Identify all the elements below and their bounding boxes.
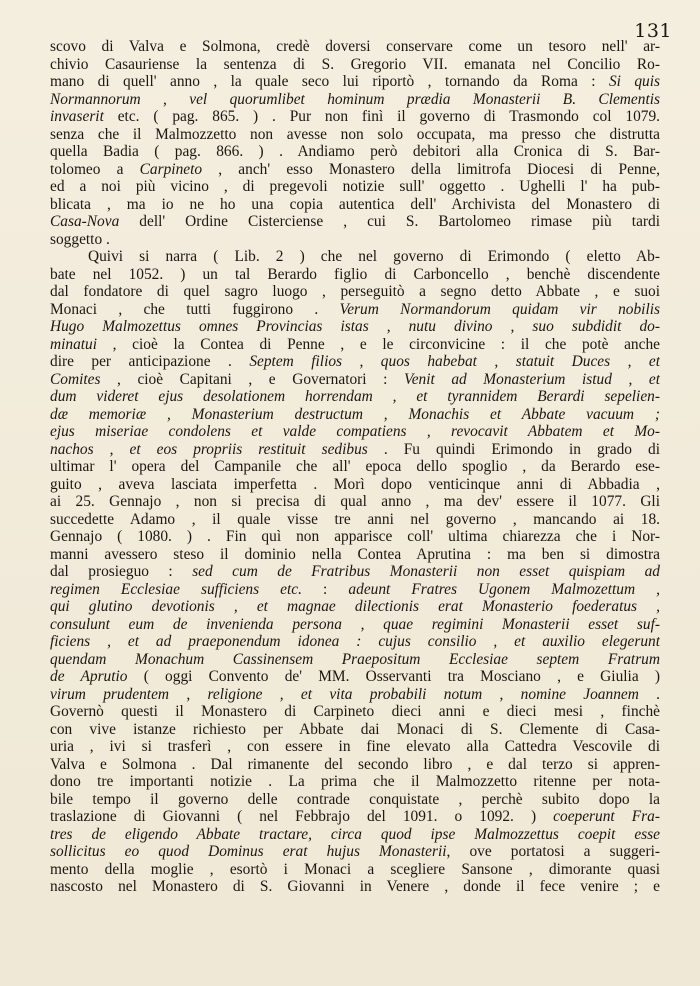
text-segment: dono tre importanti notizie . La prima che il Malmozzetto ritenne per nota-: [50, 773, 660, 790]
latin-quote-segment: sed cum de Fratribus Monasterii non esset quispiam ad: [192, 563, 660, 580]
text-segment: nascosto nel Monastero di S. Giovanni in Venere , donde il fece venire ; e: [50, 878, 660, 895]
latin-quote-segment: minatui: [50, 335, 98, 353]
text-line: [50, 598, 660, 616]
latin-quote-segment: dum videret ejus desolationem horrendam , et tyrannidem Berardi sepelien-: [50, 388, 660, 405]
text-line: [50, 196, 660, 214]
latin-quote-segment: ejus miseriae condolens et valde compatiens , revocavit Abbatem et Mo-: [50, 423, 660, 440]
text-line: [50, 616, 660, 634]
latin-quote-segment: invaserit: [50, 108, 104, 125]
text-line: [50, 738, 660, 756]
text-segment: . Fu quindi Erimondo in grado di: [367, 440, 660, 458]
text-line: [50, 318, 660, 336]
text-segment: soggetto .: [50, 230, 110, 248]
text-segment: , anch' esso Monastero della limitrofa Diocesi di Penne,: [202, 160, 660, 178]
text-line: [50, 56, 660, 74]
text-segment: guito , aveva lasciata imperfetta . Morì dopo venticinque anni di Abbadia ,: [50, 475, 660, 493]
text-line: [50, 668, 660, 686]
text-segment: ed a noi più vicino , di pregevoli notizie sull' oggetto . Ughelli l' ha pub-: [50, 178, 660, 195]
text-segment: Governò questi il Monastero di Carpineto dieci anni e dieci mesi , finchè: [50, 703, 660, 720]
text-segment: blicata , ma io ne ho una copia autentica dell' Archivista del Monastero di: [50, 195, 660, 213]
text-line: [50, 843, 660, 861]
text-line: [50, 756, 660, 774]
latin-quote-segment: Venit ad Monasterium istud , et: [404, 370, 660, 388]
latin-quote-segment: dæ memoriæ , Monasterium destructum , Monachis et Abbate vacuum ;: [50, 405, 660, 423]
text-line: [50, 178, 660, 196]
latin-quote-segment: Carpineto: [139, 160, 203, 178]
text-segment: :: [301, 580, 349, 598]
text-line: [50, 528, 660, 546]
text-segment: con vive istanze richiesto per Abbate dai Monaci di S. Clemente di Casa-: [50, 720, 660, 738]
text-line: [50, 721, 660, 739]
text-segment: Monaci , che tutti fuggirono .: [50, 300, 340, 318]
text-segment: ( oggi Convento de' MM. Osservanti tra Mosciano , e Giulia ): [127, 668, 660, 685]
latin-quote-segment: consulunt eum de invenienda persona , quae regimini Monasterii esset suf-: [50, 615, 660, 633]
latin-quote-segment: tres de eligendo Abbate tractare, circa quod ipse Malmozzettus coepit esse: [50, 825, 660, 843]
text-line: [50, 581, 660, 599]
text-line: [50, 878, 660, 896]
text-segment: Valva e Solmona . Dal rimanente del secondo libro , e dal terzo si appren-: [50, 755, 660, 773]
text-line: [50, 861, 660, 879]
text-line: [50, 791, 660, 809]
text-segment: succedette Adamo , il quale visse tre anni nel governo , mancando ai 18.: [50, 510, 660, 528]
text-segment: , ove portatosi a suggeri-: [446, 843, 660, 860]
latin-quote-segment: Normannorum , vel quorumlibet hominum prædia Monasterii B. Clementis: [50, 90, 660, 108]
text-line: [50, 91, 660, 109]
text-segment: traslazione di Giovanni ( nel Febbrajo del 1091. o 1092. ): [50, 808, 554, 825]
text-segment: dal prosieguo :: [50, 563, 193, 580]
text-line: [50, 633, 660, 651]
latin-quote-segment: de Aprutio: [50, 668, 128, 685]
latin-quote-segment: sollicitus eo quod Dominus erat hujus Monasterii: [50, 843, 447, 860]
text-line: [50, 511, 660, 529]
text-line: [50, 686, 660, 704]
text-line: [50, 546, 660, 564]
text-line: [50, 213, 660, 231]
latin-quote-segment: Comites: [50, 370, 101, 388]
text-line: [50, 388, 660, 406]
text-segment: dal fondatore di quel sagro luogo , perseguitò a segno detto Abbate , e suoi: [50, 283, 660, 300]
text-segment: manni avessero steso il dominio nella Contea Aprutina : ma ben si dimostra: [50, 545, 660, 563]
text-segment: ultimar l' opera del Campanile che all' epoca dello spoglio , da Berardo ese-: [50, 458, 660, 475]
text-segment: bate nel 1052. ) un tal Berardo figlio di Carboncello , benchè discendente: [50, 265, 660, 283]
text-line: [50, 826, 660, 844]
text-segment: tolomeo a: [50, 160, 140, 178]
latin-quote-segment: Verum Normandorum quidam vir nobilis: [339, 300, 660, 318]
text-line: [50, 371, 660, 389]
text-segment: mento della moglie , esortò i Monaci a scegliere Sansone , dimorante quasi: [50, 860, 660, 878]
text-segment: Quivi si narra ( Lib. 2 ) che nel governo di Erimondo ( eletto Ab-: [88, 248, 660, 265]
latin-quote-segment: Casa-Nova: [50, 213, 120, 230]
text-line: [50, 703, 660, 721]
page-number: 131: [634, 20, 672, 42]
text-segment: senza che il Malmozzetto non avesse non solo occupata, ma presso che distrutta: [50, 125, 660, 143]
latin-quote-segment: nachos , et eos propriis restituit sedibus: [50, 440, 368, 458]
text-line: [50, 231, 660, 249]
text-segment: etc. ( pag. 865. ) . Pur non finì il governo di Trasmondo col 1079.: [103, 108, 660, 125]
text-line: [50, 651, 660, 669]
text-line: [50, 266, 660, 284]
latin-quote-segment: ficiens , et ad praeponendum idonea : cujus consilio , et auxilio elegerunt: [50, 633, 660, 650]
text-line: [50, 336, 660, 354]
text-line: [50, 423, 660, 441]
text-segment: Gennajo ( 1080. ) . Fin quì non apparisce coll' ultima chiarezza che i Nor-: [50, 528, 660, 545]
latin-quote-segment: qui glutino devotionis , et magnae dilectionis erat Monasterio foederatus ,: [50, 598, 660, 615]
text-segment: ai 25. Gennajo , non si precisa di qual anno , ma dev' essere il 1077. Gli: [50, 493, 660, 510]
latin-quote-segment: coeperunt Fra-: [553, 808, 660, 825]
text-segment: scovo di Valva e Solmona, credè doversi conservare come un tesoro nell' ar-: [50, 38, 660, 55]
text-line: [50, 563, 660, 581]
body-text: [50, 38, 660, 896]
text-line: [50, 808, 660, 826]
latin-quote-segment: regimen Ecclesiae sufficiens etc.: [50, 580, 302, 598]
latin-quote-segment: Hugo Malmozettus omnes Provincias istas , nutu divino , suo subdidit do-: [50, 318, 660, 335]
text-segment: bile tempo il governo delle contrade conquistate , perchè subito dopo la: [50, 790, 660, 808]
latin-quote-segment: adeunt Fratres Ugonem Malmozettum ,: [348, 580, 660, 598]
text-line: [50, 301, 660, 319]
text-line: [50, 493, 660, 511]
text-segment: .: [638, 685, 660, 703]
text-line: [50, 126, 660, 144]
latin-quote-segment: Si quis: [608, 73, 660, 90]
text-segment: , cioè Capitani , e Governatori :: [100, 370, 404, 388]
text-line: [50, 108, 660, 126]
text-line: [50, 773, 660, 791]
text-segment: , cioè la Contea di Penne , e le circonvicine : il che potè anche: [97, 335, 660, 353]
latin-quote-segment: virum prudentem , religione , et vita probabili notum , nomine Joannem: [50, 685, 639, 703]
text-line: [50, 283, 660, 301]
text-segment: dell' Ordine Cisterciense , cui S. Bartolomeo rimase più tardi: [119, 213, 660, 230]
text-line: [50, 406, 660, 424]
text-line: [50, 441, 660, 459]
latin-quote-segment: Septem filios , quos habebat , statuit Duces , et: [249, 353, 660, 370]
text-line: [50, 476, 660, 494]
text-segment: quella Badia ( pag. 866. ) . Andiamo però debitori alla Cronica di S. Bar-: [50, 143, 660, 160]
latin-quote-segment: quendam Monachum Cassinensem Praepositum Ecclesiae septem Fratrum: [50, 650, 660, 668]
text-segment: chivio Casauriense la sentenza di S. Gregorio VII. emanata nel Concilio Ro-: [50, 55, 660, 73]
text-segment: uria , ivi si trasferì , con essere in fine elevato alla Cattedra Vescovile di: [50, 738, 660, 755]
text-line: [50, 353, 660, 371]
text-line: [50, 161, 660, 179]
text-line: [50, 458, 660, 476]
text-segment: dire per anticipazione .: [50, 353, 250, 370]
text-line: [50, 73, 660, 91]
text-segment: mano di quell' anno , la quale seco lui riportò , tornando da Roma :: [50, 73, 609, 90]
text-line: [50, 143, 660, 161]
text-line: [50, 38, 660, 56]
text-line: [50, 248, 660, 266]
